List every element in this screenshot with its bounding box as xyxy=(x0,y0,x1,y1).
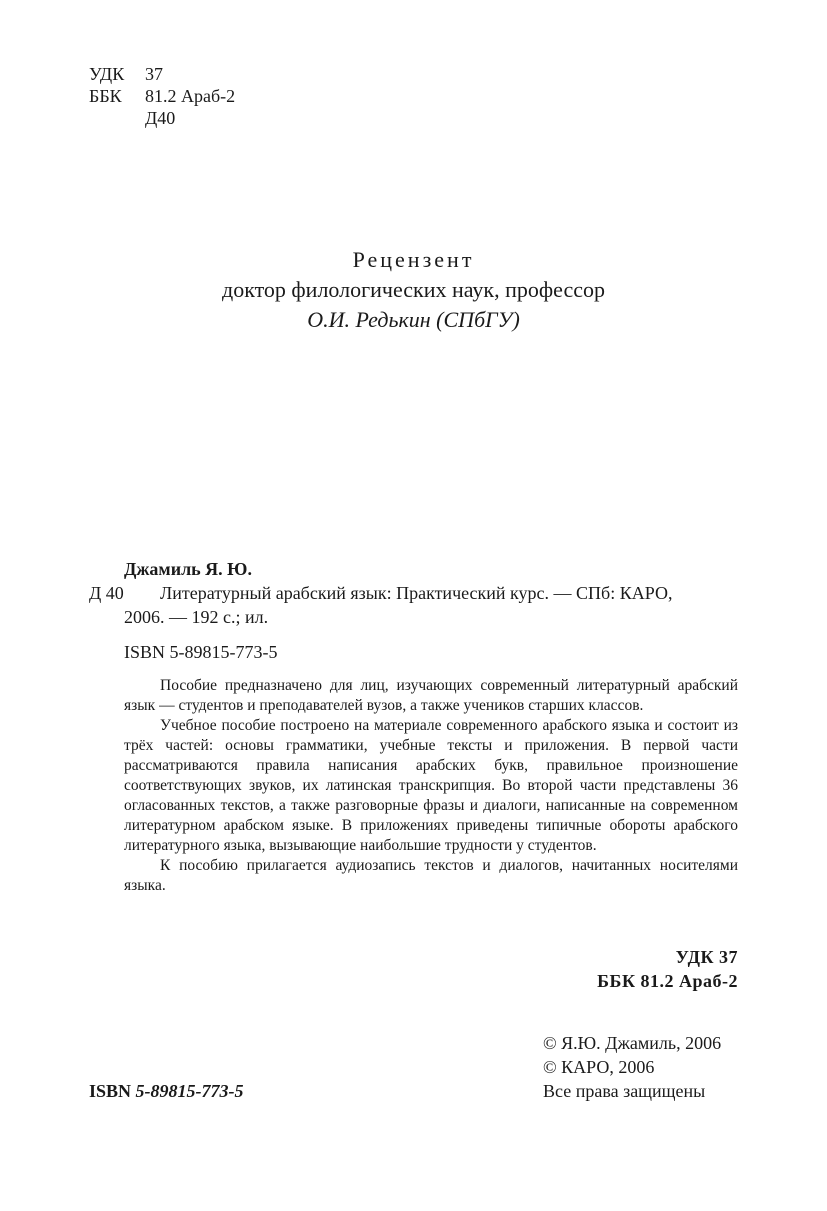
annotation-paragraph-2: Учебное пособие построено на материале современного арабского языка и состоит из трёх частей: основы грамматики, учебные тексты и приложения. В первой части рассматриваются правила написания арабских букв, правильное произношение соответствующих звуков, их латинская транскрипция. Во второй части представлены 36 огласованных текстов, а также разговорные фразы и диалоги, написанные на современном литературном арабском языке. В приложениях приведены типичные обороты арабского литературного языка, вызывающие наибольшие трудности у студентов. xyxy=(124,717,738,854)
bib-author: Джамиль Я. Ю. xyxy=(124,559,252,579)
copyright-publisher: © КАРО, 2006 xyxy=(543,1057,655,1077)
annotation-paragraph-3: К пособию прилагается аудиозапись текстов и диалогов, начитанных носителями языка. xyxy=(124,857,738,894)
classification-codes-bottom xyxy=(597,945,738,993)
bib-title-line2: 2006. — 192 с.; ил. xyxy=(124,607,269,627)
bib-sign: Д 40 xyxy=(89,583,124,603)
rights-reserved: Все права защищены xyxy=(543,1081,706,1101)
bib-isbn: ISBN 5-89815-773-5 xyxy=(124,642,278,662)
bbk-row xyxy=(89,85,235,107)
bbk-value: 81.2 Араб-2 xyxy=(145,86,236,106)
annotation xyxy=(124,676,738,896)
footer-isbn-value: 5-89815-773-5 xyxy=(135,1081,244,1101)
udk-row xyxy=(89,63,235,85)
copyright-author: © Я.Ю. Джамиль, 2006 xyxy=(543,1033,722,1053)
annotation-paragraph-1: Пособие предназначено для лиц, изучающих современный литературный арабский язык — студентов и преподавателей вузов, а также учеников старших классов. xyxy=(124,677,738,714)
bbk-label: ББК xyxy=(89,86,122,106)
reviewer-title: Рецензент xyxy=(352,247,475,272)
footer-isbn-label: ISBN xyxy=(89,1081,132,1101)
footer-isbn xyxy=(89,1079,244,1103)
udk-value: 37 xyxy=(145,64,163,84)
reviewer-degree: доктор филологических наук, профессор xyxy=(222,277,605,302)
reviewer-block xyxy=(0,245,827,335)
udk-label: УДК xyxy=(89,64,125,84)
bib-title-line1: Литературный арабский язык: Практический курс. — СПб: КАРО, xyxy=(160,583,673,603)
reviewer-name: О.И. Редькин (СПбГУ) xyxy=(307,307,520,332)
bbk-bottom: ББК 81.2 Араб-2 xyxy=(597,971,738,991)
classification-codes-top xyxy=(89,63,235,129)
copyright-block xyxy=(543,1031,721,1103)
udk-bottom: УДК 37 xyxy=(675,947,738,967)
author-sign: Д40 xyxy=(145,108,176,128)
author-sign-row xyxy=(89,107,235,129)
